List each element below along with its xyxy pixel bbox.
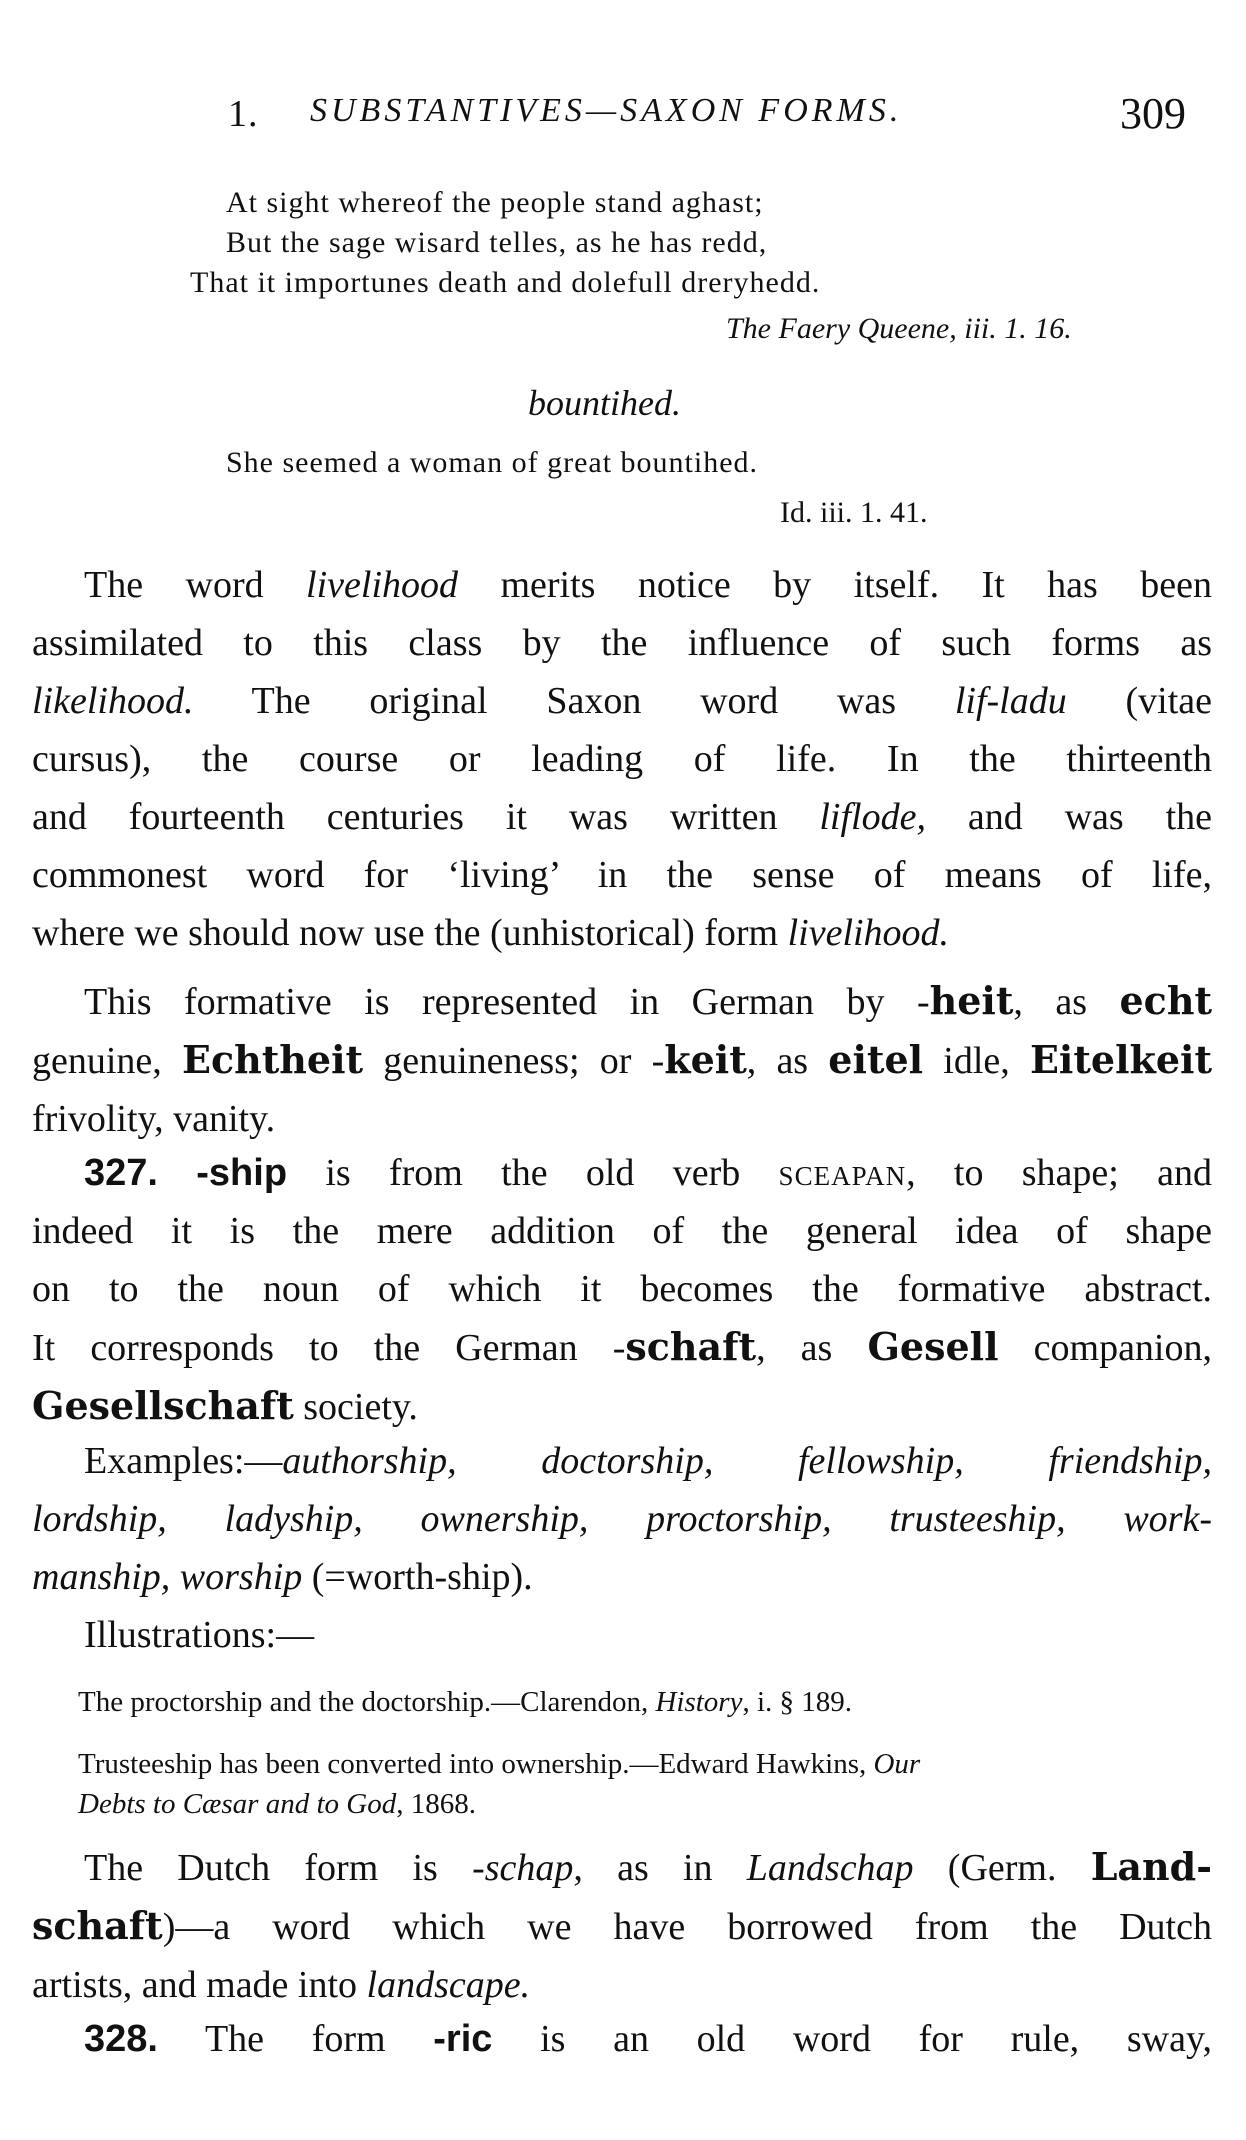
paragraph-327 <box>32 1144 1212 1436</box>
text-line: 327. -ship is from the old verb sceapan, to shape; and <box>84 1152 1212 1194</box>
running-title: SUBSTANTIVES—SAXON FORMS. <box>310 92 903 129</box>
verse-line-3: That it importunes death and dolefull dreryhedd. <box>190 266 821 299</box>
text-line: where we should now use the (unhistorical) form livelihood. <box>32 912 950 954</box>
text-line: It corresponds to the German -schaft, as Gesell companion, <box>32 1324 1212 1369</box>
text-line: 328. The form -ric is an old word for rule, sway, <box>84 2018 1212 2060</box>
paragraph-dutch <box>32 1838 1212 2014</box>
text-line: on to the noun of which it becomes the formative abstract. <box>32 1268 1212 1310</box>
illustration-quote-1 <box>78 1682 1208 1722</box>
text-line: Trusteeship has been converted into ownership.—Edward Hawkins, Our <box>78 1748 921 1780</box>
text-line: This formative is represented in German by -heit, as echt <box>84 978 1212 1023</box>
text-line: commonest word for ‘living’ in the sense of means of life, <box>32 854 1212 896</box>
text-line: schaft)—a word which we have borrowed from the Dutch <box>32 1903 1212 1948</box>
text-line: indeed it is the mere addition of the general idea of shape <box>32 1210 1212 1252</box>
bountihed-heading: bountihed. <box>528 383 681 423</box>
paragraph-livelihood <box>32 556 1212 962</box>
illustration-quote-2 <box>78 1744 1208 1824</box>
text-line: genuine, Echtheit genuineness; or -keit, as eitel idle, Eitelkeit <box>32 1037 1213 1082</box>
page-header <box>0 0 1246 140</box>
text-line: likelihood. The original Saxon word was lif-ladu (vitae <box>32 680 1212 722</box>
text-line: The word livelihood merits notice by itself. It has been <box>84 564 1212 606</box>
text-line: frivolity, vanity. <box>32 1098 276 1140</box>
illustrations-label: Illustrations:— <box>84 1614 315 1656</box>
text-line: assimilated to this class by the influence of such forms as <box>32 622 1212 664</box>
examples-block <box>32 1432 1212 1664</box>
text-line: The Dutch form is -schap, as in Landschap (Germ. Land- <box>84 1844 1212 1889</box>
text-line: Debts to Cæsar and to God, 1868. <box>78 1788 476 1820</box>
section-328-number: 328. <box>84 2018 158 2060</box>
text-line: cursus), the course or leading of life. In the thirteenth <box>32 738 1212 780</box>
verse-line-2: But the sage wisard telles, as he has redd, <box>226 226 768 259</box>
bountihed-line: She seemed a woman of great bountihed. <box>226 446 759 479</box>
text-line: Examples:—authorship, doctorship, fellowship, friendship, <box>84 1440 1212 1482</box>
verse-line-1: At sight whereof the people stand aghast; <box>226 186 764 219</box>
text-line: lordship, ladyship, ownership, proctorship, trusteeship, work- <box>32 1498 1212 1540</box>
page-number: 309 <box>1120 89 1186 138</box>
text-line: The proctorship and the doctorship.—Clarendon, History, i. § 189. <box>78 1686 853 1718</box>
term-ship: -ship <box>196 1152 288 1194</box>
text-line: artists, and made into landscape. <box>32 1964 531 2006</box>
text-line: and fourteenth centuries it was written liflode, and was the <box>32 796 1212 838</box>
paragraph-328 <box>32 2010 1212 2068</box>
text-line: manship, worship (=worth-ship). <box>32 1556 533 1598</box>
term-ric: -ric <box>433 2018 493 2060</box>
section-327-number: 327. <box>84 1152 158 1194</box>
section-number: 1. <box>228 93 259 135</box>
verse-citation: The Faery Queene, iii. 1. 16. <box>726 312 1072 345</box>
text-line: Gesellschaft society. <box>32 1383 418 1428</box>
bountihed-citation: Id. iii. 1. 41. <box>780 496 928 529</box>
paragraph-german <box>32 972 1212 1148</box>
